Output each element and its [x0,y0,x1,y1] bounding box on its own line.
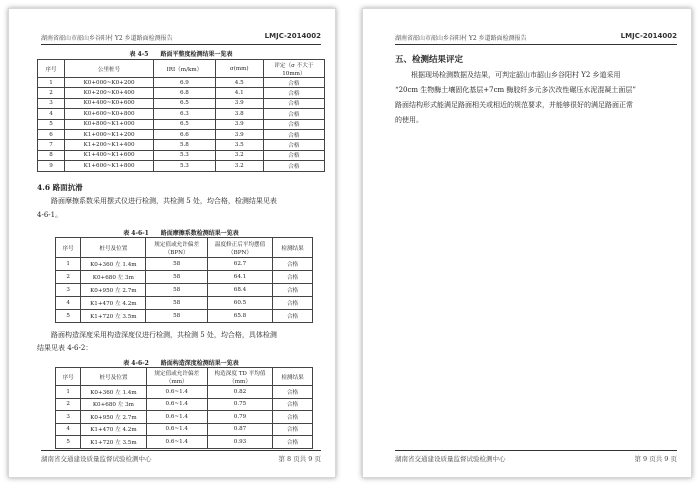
table-row [38,119,325,129]
table-cell: K0+950 左 2.7m [81,411,146,424]
table-cell: 合格 [273,284,313,297]
table-cell: 合格 [273,423,313,436]
table-cell: 合格 [273,436,313,449]
column-header: 规定值或允许偏差（BPN） [146,238,208,258]
table-cell: 合格 [263,119,324,129]
table-cell: 8 [38,150,65,160]
column-header: σ(mm) [215,60,263,78]
table-row [56,297,313,310]
table-cell: 1 [56,386,81,399]
conclusion-line-3: 路面结构形式能满足路面相关或相近的规范要求，并能够很好的满足路面正常 [395,101,633,109]
header-code: LMJC-2014002 [620,32,677,40]
table-cell: K1+720 左 3.5m [81,436,146,449]
paragraph-texture-cont: 结果见表 4-6-2： [37,344,93,352]
table-cell: K0+680 左 3m [81,398,146,411]
header-title: 湖南省韶山市韶山乡谷阳村 Y2 乡道路面检测报告 [395,35,527,42]
table-row [38,150,325,160]
table-row [56,271,313,284]
table-cell: 58 [146,271,208,284]
table-cell: 6 [38,129,65,139]
table-cell: 5.3 [154,161,216,171]
table-cell: 58 [146,297,208,310]
column-header: 温度修正后平均摆值（BPN） [207,238,272,258]
table-cell: 3.9 [215,98,263,108]
table-cell: K0+950 左 2.7m [81,284,146,297]
table-cell: 1 [38,78,65,88]
table-row [56,258,313,271]
table-row [56,423,313,436]
table-cell: 65.8 [207,310,272,323]
table-cell: 合格 [273,398,313,411]
report-page-9 [362,8,692,478]
table-cell: 合格 [263,78,324,88]
table-cell: K0+000~K0+200 [64,78,153,88]
flatness-table [37,59,325,172]
table-cell: 0.82 [208,386,273,399]
column-header: 评定（σ 不大于 10mm） [263,60,324,78]
table-cell: 合格 [273,297,313,310]
table-4-6-1-caption: 表 4-6-1 路面摩擦系数检测结果一览表 [123,230,239,237]
table-cell: 3.9 [215,129,263,139]
table-cell: 1 [56,258,81,271]
table-row [38,140,325,150]
table-cell: 合格 [273,258,313,271]
table-4-6-2-caption: 表 4-6-2 路面构造深度检测结果一览表 [123,360,239,367]
table-row [56,284,313,297]
table-cell: 3.2 [215,150,263,160]
table-header-row [38,60,325,78]
table-row [38,98,325,108]
column-header: 桩号及位置 [81,238,146,258]
table-cell: K1+470 左 4.2m [81,297,146,310]
table-cell: 3 [56,284,81,297]
table-cell: K1+600~K1+800 [64,161,153,171]
footer-org: 湖南省交通建设质量监督试验检测中心 [395,455,506,463]
table-cell: 58 [146,310,208,323]
table-row [38,78,325,88]
column-header: 构造深度 TD 平均值（mm） [208,368,273,386]
conclusion-line-4: 的使用。 [395,116,423,124]
column-header: 序号 [56,238,81,258]
table-cell: 5.3 [154,150,216,160]
table-cell: 0.6~1.4 [146,423,207,436]
table-row [38,88,325,98]
table-cell: K1+000~K1+200 [64,129,153,139]
table-cell: 5.8 [154,140,216,150]
table-cell: 3.5 [215,140,263,150]
column-header: IRI（m/km） [154,60,216,78]
table-header-row [56,238,313,258]
table-row [56,386,313,399]
friction-table [55,237,313,323]
column-header: 序号 [38,60,65,78]
section-5-title: 五、检测结果评定 [395,55,464,65]
texture-depth-table [55,367,313,449]
footer-page-number: 第 8 页共 9 页 [278,455,321,463]
table-cell: 0.6~1.4 [146,411,207,424]
column-header: 检测结果 [273,238,313,258]
table-cell: K1+470 左 4.2m [81,423,146,436]
footer-page-number: 第 9 页共 9 页 [634,455,677,463]
column-header: 检测结果 [273,368,313,386]
column-header: 桩号及位置 [81,368,146,386]
table-cell: 6.5 [154,98,216,108]
table-row [56,436,313,449]
section-4-6-title: 4.6 路面抗滑 [37,183,83,192]
table-header-row [56,368,313,386]
table-cell: 0.93 [208,436,273,449]
table-cell: 合格 [263,129,324,139]
table-cell: 5 [56,436,81,449]
table-cell: 6.9 [154,78,216,88]
table-cell: 合格 [273,271,313,284]
table-cell: 6.3 [154,109,216,119]
table-cell: 6.5 [154,119,216,129]
table-cell: K1+720 左 3.5m [81,310,146,323]
table-row [38,109,325,119]
table-cell: 6.8 [154,88,216,98]
table-cell: 68.4 [207,284,272,297]
table-cell: 0.87 [208,423,273,436]
table-cell: 9 [38,161,65,171]
table-cell: 62.7 [207,258,272,271]
table-cell: 合格 [263,98,324,108]
table-cell: 4 [56,423,81,436]
table-cell: K0+800~K1+000 [64,119,153,129]
table-cell: K0+360 左 1.4m [81,258,146,271]
page-footer [395,450,677,463]
table-row [38,129,325,139]
header-code: LMJC-2014002 [264,32,321,40]
table-cell: K0+200~K0+400 [64,88,153,98]
table-cell: 7 [38,140,65,150]
column-header: 序号 [56,368,81,386]
table-row [56,310,313,323]
table-cell: 0.6~1.4 [146,436,207,449]
table-cell: 5 [56,310,81,323]
table-cell: 64.1 [207,271,272,284]
table-row [56,398,313,411]
table-cell: 0.6~1.4 [146,386,207,399]
table-cell: 3.2 [215,161,263,171]
page-header [41,33,321,45]
report-page-8 [8,8,336,478]
table-cell: 0.79 [208,411,273,424]
table-cell: 合格 [273,411,313,424]
header-title: 湖南省韶山市韶山乡谷阳村 Y2 乡道路面检测报告 [41,35,173,42]
table-cell: 0.75 [208,398,273,411]
paragraph-friction-cont: 4-6-1。 [37,211,63,219]
table-cell: 合格 [263,150,324,160]
paragraph-texture: 路面构造深度采用构造深度仪进行检测，共检测 5 处，均合格，具体检测 [51,331,277,339]
table-cell: 合格 [263,140,324,150]
table-cell: 合格 [263,161,324,171]
paragraph-friction: 路面摩擦系数采用摆式仪进行检测，共检测 5 处，均合格，检测结果见表 [51,197,277,205]
table-cell: K0+360 左 1.4m [81,386,146,399]
table-cell: 合格 [263,88,324,98]
table-cell: K0+680 左 3m [81,271,146,284]
table-cell: 6.6 [154,129,216,139]
table-row [56,411,313,424]
table-cell: 3 [38,98,65,108]
table-cell: 2 [56,398,81,411]
table-cell: 58 [146,284,208,297]
table-cell: 合格 [273,386,313,399]
table-cell: K0+600~K0+800 [64,109,153,119]
column-header: 规定值或允许偏差（mm） [146,368,207,386]
page-header [395,33,677,45]
table-cell: 2 [38,88,65,98]
table-cell: 3.9 [215,119,263,129]
table-cell: 4 [56,297,81,310]
table-cell: 4.1 [215,88,263,98]
footer-org: 湖南省交通建设质量监督试验检测中心 [41,455,152,463]
table-cell: 合格 [263,109,324,119]
table-cell: 合格 [273,310,313,323]
table-cell: 58 [146,258,208,271]
column-header: 公里桩号 [64,60,153,78]
table-cell: K1+200~K1+400 [64,140,153,150]
table-cell: 2 [56,271,81,284]
table-cell: 0.6~1.4 [146,398,207,411]
page-footer [41,450,321,463]
table-cell: 5 [38,119,65,129]
conclusion-line-1: 根据现场检测数据及结果，可判定韶山市韶山乡谷阳村 Y2 乡道采用 [411,71,621,79]
table-row [38,161,325,171]
table-cell: 4 [38,109,65,119]
table-cell: 60.5 [207,297,272,310]
table-4-5-caption: 表 4-5 路面平整度检测结果一览表 [129,51,233,58]
table-cell: 3.8 [215,109,263,119]
table-cell: 4.5 [215,78,263,88]
table-cell: K1+400~K1+600 [64,150,153,160]
conclusion-line-2: “20cm 生物酶土壤固化基层+7cm 酶胶纤多元多次改性碾压水泥混凝土面层” [395,86,636,94]
table-cell: K0+400~K0+600 [64,98,153,108]
table-cell: 3 [56,411,81,424]
